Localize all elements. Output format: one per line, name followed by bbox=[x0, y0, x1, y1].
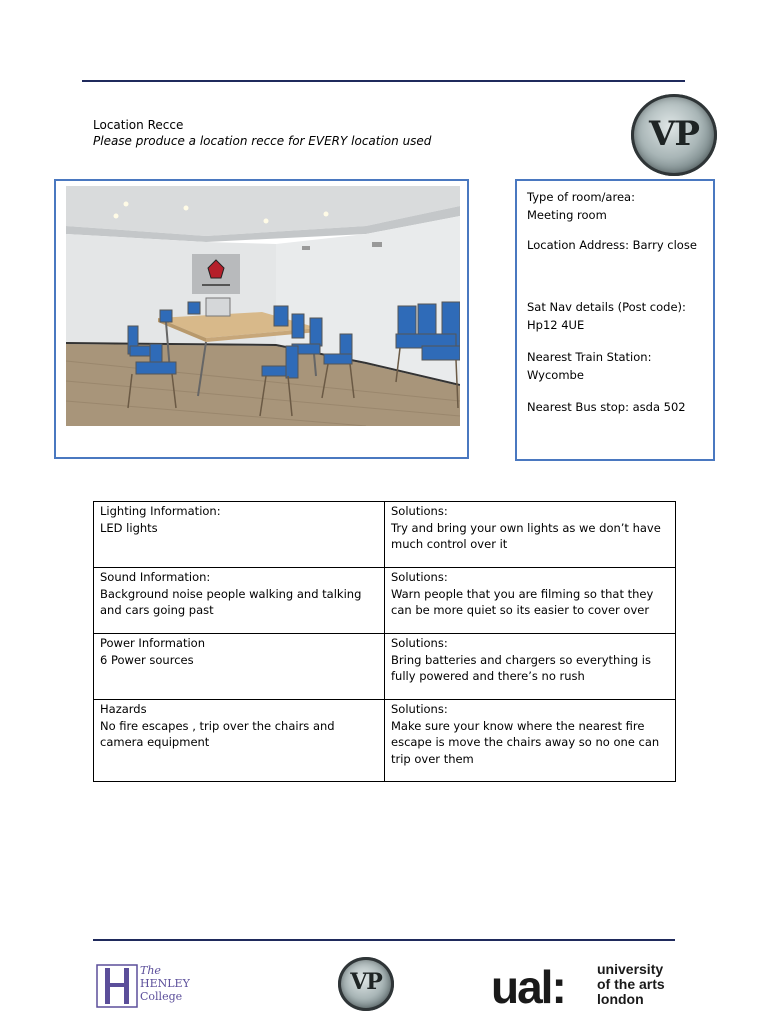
ual-wordmark bbox=[597, 962, 665, 1007]
vp-footer-logo-text: VP bbox=[350, 969, 382, 995]
ual-mark: ual: bbox=[491, 961, 565, 1013]
table-row bbox=[94, 568, 676, 634]
cell-label: Lighting Information: bbox=[100, 504, 221, 518]
table-row bbox=[94, 502, 676, 568]
power-cell bbox=[94, 634, 385, 700]
page-title: Location Recce bbox=[93, 118, 184, 132]
cell-value: Try and bring your own lights as we don’t have much control over it bbox=[391, 520, 661, 551]
table-row bbox=[94, 634, 676, 700]
bottom-rule bbox=[93, 939, 675, 941]
cell-label: Solutions: bbox=[391, 570, 448, 584]
address-value: Barry close bbox=[632, 238, 697, 252]
room-type-label: Type of room/area: bbox=[527, 190, 635, 204]
cell-value: Background noise people walking and talking and cars going past bbox=[100, 586, 362, 617]
address-label: Location Address: bbox=[527, 238, 629, 252]
cell-label: Power Information bbox=[100, 636, 205, 650]
ual-line-3: london bbox=[597, 991, 644, 1007]
lighting-solution-cell bbox=[385, 502, 676, 568]
sound-solution-cell bbox=[385, 568, 676, 634]
top-rule bbox=[82, 80, 685, 82]
train-label: Nearest Train Station: bbox=[527, 350, 652, 364]
bus-value: asda 502 bbox=[632, 400, 686, 414]
cell-value: LED lights bbox=[100, 520, 158, 535]
cell-label: Sound Information: bbox=[100, 570, 211, 584]
train-value: Wycombe bbox=[527, 368, 584, 382]
vp-footer-logo bbox=[338, 957, 394, 1011]
meeting-room-illustration bbox=[66, 186, 460, 426]
cell-value: Warn people that you are filming so that they can be more quiet so its easier to cover over bbox=[391, 586, 654, 617]
ual-line-2: of the arts bbox=[597, 976, 665, 992]
room-type-value: Meeting room bbox=[527, 208, 607, 222]
cell-label: Solutions: bbox=[391, 636, 448, 650]
cell-value: Bring batteries and chargers so everything is fully powered and there’s no rush bbox=[391, 652, 651, 683]
location-details-box bbox=[515, 179, 715, 461]
cell-label: Solutions: bbox=[391, 702, 448, 716]
page-subtitle: Please produce a location recce for EVERY location used bbox=[93, 134, 432, 148]
bus-line bbox=[527, 398, 703, 416]
hazards-cell bbox=[94, 700, 385, 782]
hazards-solution-cell bbox=[385, 700, 676, 782]
table-row bbox=[94, 700, 676, 782]
vp-logo bbox=[631, 94, 717, 176]
henley-the: The bbox=[140, 964, 161, 977]
power-solution-cell bbox=[385, 634, 676, 700]
cell-label: Solutions: bbox=[391, 504, 448, 518]
cell-value: No fire escapes , trip over the chairs and camera equipment bbox=[100, 718, 335, 749]
lighting-cell bbox=[94, 502, 385, 568]
vp-logo-text: VP bbox=[649, 114, 699, 154]
bus-label: Nearest Bus stop: bbox=[527, 400, 629, 414]
henley-name: HENLEY bbox=[140, 977, 190, 990]
sound-cell bbox=[94, 568, 385, 634]
recce-table bbox=[93, 501, 676, 782]
meeting-room-photo bbox=[66, 186, 460, 426]
ual-logo bbox=[491, 962, 681, 1012]
address-line bbox=[527, 236, 703, 254]
cell-value: 6 Power sources bbox=[100, 652, 194, 667]
cell-value: Make sure your know where the nearest fire escape is move the chairs away so no one can trip over them bbox=[391, 718, 660, 766]
satnav-value: Hp12 4UE bbox=[527, 318, 585, 332]
ual-line-1: university bbox=[597, 961, 664, 977]
henley-college: College bbox=[140, 990, 183, 1003]
henley-college-logo bbox=[96, 964, 196, 1008]
satnav-label: Sat Nav details (Post code): bbox=[527, 300, 686, 314]
cell-label: Hazards bbox=[100, 702, 147, 716]
